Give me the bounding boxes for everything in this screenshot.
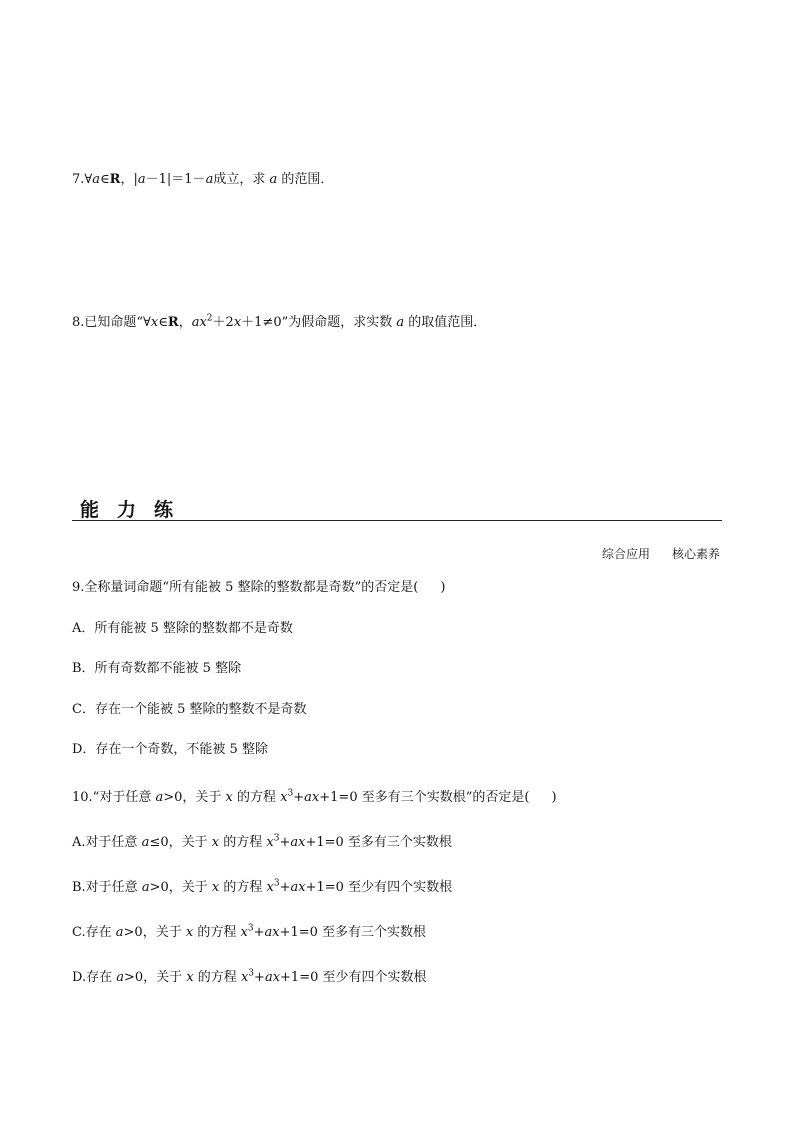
q10b-plus: +: [279, 880, 291, 895]
tag-core-literacy: 核心素养: [671, 547, 720, 561]
q10d-cond: >0，关于: [124, 970, 183, 985]
q10b-var-a: a: [141, 880, 150, 895]
q10-plus: +: [293, 790, 305, 805]
q8-text-pre: 8.已知命题“∀: [72, 315, 151, 330]
q7-forall: ∀: [84, 172, 93, 187]
q10-stem-close: ): [551, 790, 557, 805]
q9-option-d[interactable]: D．存在一个奇数，不能被 5 整除: [72, 742, 268, 757]
q7-var-a: a: [92, 172, 101, 187]
question-7: [72, 171, 333, 189]
q10c-pre: C.存在: [72, 925, 112, 940]
q7-var-a-4: a: [269, 172, 278, 187]
q10-option-a[interactable]: [72, 834, 452, 852]
q8-var-ax: ax: [191, 315, 207, 330]
q10a-end: +1=0 至多有三个实数根: [305, 835, 452, 850]
q10-var-x-2: x: [280, 790, 288, 805]
q8-in: ∈: [158, 315, 168, 330]
q10b-cond: >0，关于: [149, 880, 208, 895]
q9-option-b[interactable]: B．所有奇数都不能被 5 整除: [72, 661, 242, 676]
q9-stem-close: ): [440, 580, 446, 595]
q8-text-end: 的取值范围．: [408, 315, 487, 330]
q8-exponent: 2: [206, 313, 213, 324]
q10d-mid: 的方程: [197, 970, 237, 985]
section-tags: [602, 546, 720, 562]
q10c-plus: +: [253, 925, 265, 940]
q8-text-mid: ＋2: [212, 315, 234, 330]
q7-var-a-2: a: [137, 172, 146, 187]
q10a-exponent: 3: [273, 833, 280, 844]
q10c-var-x-2: x: [240, 925, 248, 940]
q10d-pre: D.存在: [72, 970, 113, 985]
q10-stem-pre: 10.“对于任意: [72, 790, 152, 805]
q7-reals: R: [109, 172, 121, 187]
q10d-exponent: 3: [248, 968, 255, 979]
q10-exponent: 3: [287, 788, 294, 799]
q10-option-c[interactable]: [72, 924, 426, 942]
q8-text-mid-2: ＋1≠0”为假命题，求实数: [241, 315, 393, 330]
q10a-pre: A.对于任意: [72, 835, 138, 850]
q10b-exponent: 3: [273, 878, 280, 889]
q10b-mid: 的方程: [223, 880, 263, 895]
q10a-cond: ≤0，关于: [149, 835, 208, 850]
q8-var-x: x: [150, 315, 159, 330]
q7-text-1: ，|: [120, 172, 138, 187]
q10c-end: +1=0 至多有三个实数根: [279, 925, 427, 940]
q10a-mid: 的方程: [223, 835, 263, 850]
q10-var-a: a: [155, 790, 164, 805]
q9-option-a[interactable]: A．所有能被 5 整除的整数都不是奇数: [72, 621, 293, 636]
q7-var-a-3: a: [205, 172, 214, 187]
q10b-var-x: x: [211, 880, 220, 895]
q7-text-2: －1|＝1－: [145, 172, 206, 187]
q8-var-x-2: x: [233, 315, 242, 330]
q8-var-a: a: [396, 315, 405, 330]
q10b-pre: B.对于任意: [72, 880, 138, 895]
q10b-end: +1=0 至少有四个实数根: [305, 880, 453, 895]
question-9-stem: [72, 579, 445, 597]
q10a-var-x: x: [211, 835, 220, 850]
q10b-var-ax: ax: [290, 880, 306, 895]
question-8: [72, 314, 486, 332]
q10c-exponent: 3: [247, 923, 254, 934]
q10c-var-a: a: [115, 925, 124, 940]
q10c-cond: >0，关于: [123, 925, 182, 940]
q10a-var-x-2: x: [266, 835, 274, 850]
section-divider: [72, 520, 722, 521]
q10a-var-a: a: [141, 835, 150, 850]
q10-var-ax: ax: [304, 790, 320, 805]
q7-number: 7.: [72, 172, 85, 187]
q10-option-d[interactable]: [72, 969, 427, 987]
q10-stem-mid: 的方程: [237, 790, 277, 805]
q7-in: ∈: [100, 172, 110, 187]
q10c-var-x: x: [185, 925, 194, 940]
q10-option-b[interactable]: [72, 879, 452, 897]
q8-comma: ，: [178, 315, 192, 330]
q7-text-3: 成立，求: [213, 172, 266, 187]
q10-stem-end: +1=0 至多有三个实数根”的否定是(: [319, 790, 530, 805]
q10c-var-ax: ax: [264, 925, 280, 940]
q10a-var-ax: ax: [290, 835, 306, 850]
q9-option-c[interactable]: C．存在一个能被 5 整除的整数不是奇数: [72, 702, 307, 717]
q10-var-x: x: [225, 790, 233, 805]
q10d-end: +1=0 至少有四个实数根: [280, 970, 427, 985]
q10b-var-x-2: x: [266, 880, 274, 895]
q9-stem: 9.全称量词命题“所有能被 5 整除的整数都是奇数”的否定是(: [72, 580, 419, 595]
question-10-stem: [72, 789, 557, 807]
q10d-var-a: a: [116, 970, 124, 985]
q8-reals: R: [167, 315, 179, 330]
q10d-var-x-2: x: [240, 970, 249, 985]
q10-stem-cond: >0，关于: [163, 790, 222, 805]
q7-text-end: 的范围．: [281, 172, 334, 187]
q10d-var-ax: ax: [264, 970, 281, 985]
q10d-var-x: x: [186, 970, 194, 985]
tag-comprehensive: 综合应用: [601, 547, 650, 561]
q10c-mid: 的方程: [197, 925, 237, 940]
q10a-plus: +: [279, 835, 291, 850]
section-title: 能力练: [80, 499, 192, 521]
q10d-plus: +: [254, 970, 265, 985]
